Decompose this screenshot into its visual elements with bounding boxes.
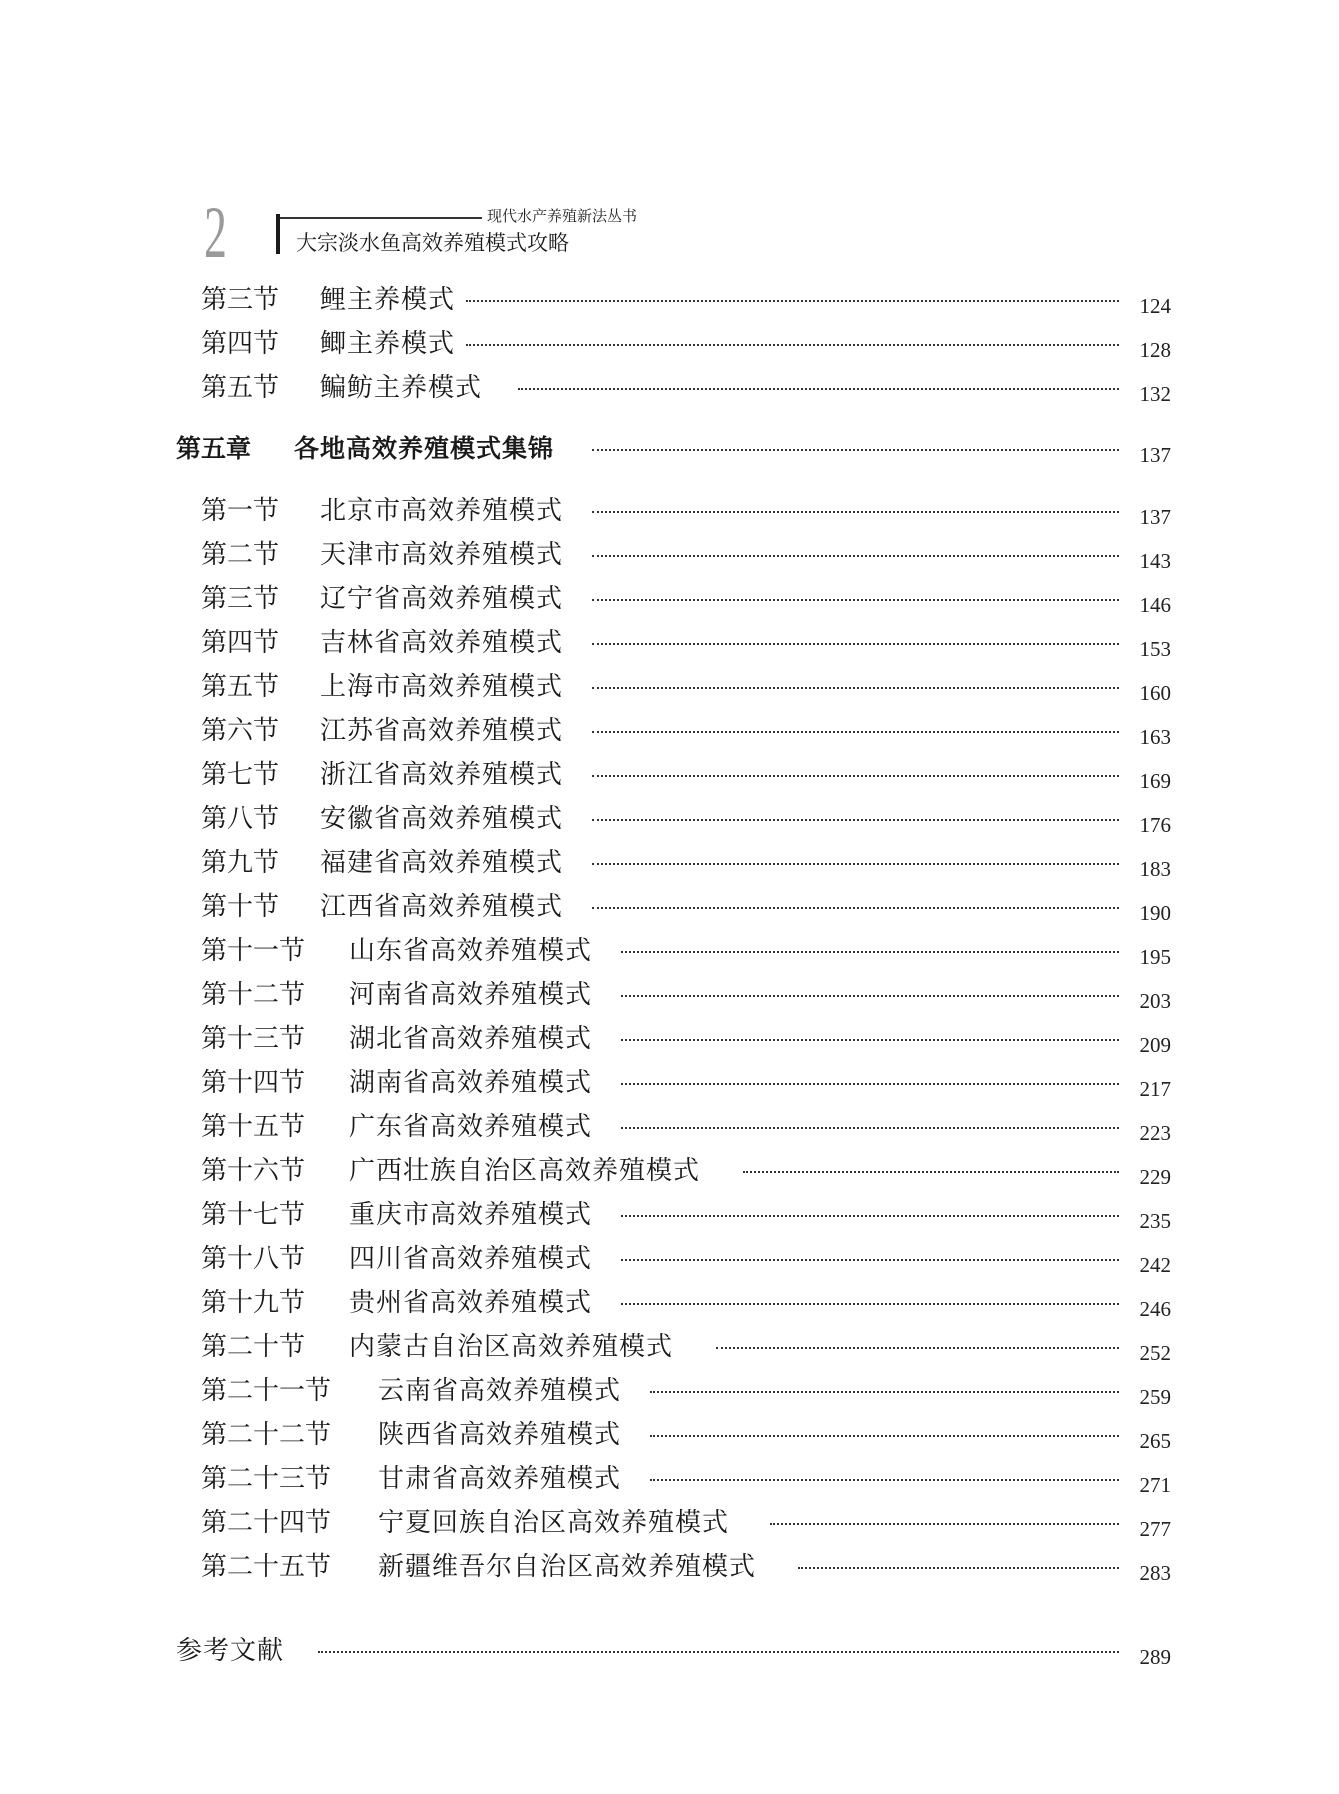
toc-leader — [318, 1651, 1119, 1653]
toc-leader — [518, 388, 1119, 390]
toc-entry-page: 124 — [1139, 294, 1171, 318]
toc-entry[interactable] — [0, 581, 1339, 617]
toc-entry-page: 137 — [1139, 505, 1171, 529]
toc-entry-title: 宁夏回族自治区高效养殖模式 — [378, 1508, 730, 1538]
toc-entry[interactable] — [0, 1505, 1339, 1541]
toc-entry-page: 246 — [1139, 1297, 1171, 1321]
toc-entry-title: 新疆维吾尔自治区高效养殖模式 — [378, 1552, 757, 1582]
toc-entry-page: 160 — [1139, 681, 1171, 705]
toc-entry-number: 第七节 — [201, 760, 280, 790]
toc-entry-number: 第十节 — [201, 892, 280, 922]
toc-entry[interactable] — [0, 326, 1339, 362]
toc-entry-title: 浙江省高效养殖模式 — [320, 760, 564, 790]
toc-entry-number: 第十八节 — [201, 1244, 306, 1274]
toc-entry-title: 北京市高效养殖模式 — [320, 496, 564, 526]
toc-leader — [621, 1303, 1119, 1305]
toc-entry-title: 重庆市高效养殖模式 — [349, 1200, 593, 1230]
toc-entry[interactable] — [0, 933, 1339, 969]
toc-entry[interactable] — [0, 1241, 1339, 1277]
toc-entry-number: 第十九节 — [201, 1288, 306, 1318]
toc-entry[interactable] — [0, 625, 1339, 661]
toc-leader — [621, 1083, 1119, 1085]
toc-entry[interactable] — [0, 1109, 1339, 1145]
toc-entry-page: 229 — [1139, 1165, 1171, 1189]
toc-entry[interactable] — [0, 1329, 1339, 1365]
toc-entry-number: 第二十三节 — [201, 1464, 332, 1494]
toc-entry-page: 209 — [1139, 1033, 1171, 1057]
toc-entry-number: 第二节 — [201, 540, 280, 570]
toc-leader — [798, 1567, 1119, 1569]
page-number: 2 — [204, 192, 227, 274]
book-title: 大宗淡水鱼高效养殖模式攻略 — [296, 231, 569, 255]
toc-entry[interactable] — [0, 1197, 1339, 1233]
toc-leader — [621, 1215, 1119, 1217]
toc-entry[interactable] — [0, 1373, 1339, 1409]
toc-chapter[interactable] — [0, 431, 1339, 467]
toc-entry-title: 贵州省高效养殖模式 — [349, 1288, 593, 1318]
toc-leader — [621, 1127, 1119, 1129]
toc-entry-page: 176 — [1139, 813, 1171, 837]
toc-entry-title: 天津市高效养殖模式 — [320, 540, 564, 570]
toc-entry-page: 271 — [1139, 1473, 1171, 1497]
toc-leader — [466, 300, 1119, 302]
toc-leader — [592, 687, 1119, 689]
toc-entry-page: 277 — [1139, 1517, 1171, 1541]
toc-entry-title: 鳊鲂主养模式 — [320, 373, 483, 403]
toc-entry-number: 第十六节 — [201, 1156, 306, 1186]
toc-entry-number: 第十二节 — [201, 980, 306, 1010]
toc-entry[interactable] — [0, 1153, 1339, 1189]
toc-leader — [621, 1259, 1119, 1261]
toc-leader — [650, 1435, 1119, 1437]
toc-leader — [592, 819, 1119, 821]
toc-entry-number: 第四节 — [201, 329, 280, 359]
toc-entry-number: 第二十五节 — [201, 1552, 332, 1582]
toc-entry-page: 203 — [1139, 989, 1171, 1013]
toc-entry-title: 云南省高效养殖模式 — [378, 1376, 622, 1406]
toc-leader — [592, 775, 1119, 777]
toc-leader — [621, 951, 1119, 953]
toc-leader — [592, 863, 1119, 865]
toc-entry-number: 第八节 — [201, 804, 280, 834]
toc-leader — [770, 1523, 1119, 1525]
toc-entry-page: 235 — [1139, 1209, 1171, 1233]
toc-entry-title: 福建省高效养殖模式 — [320, 848, 564, 878]
toc-leader — [592, 907, 1119, 909]
toc-entry-page: 283 — [1139, 1561, 1171, 1585]
toc-entry-page: 223 — [1139, 1121, 1171, 1145]
toc-entry[interactable] — [0, 1417, 1339, 1453]
toc-leader — [592, 731, 1119, 733]
toc-entry[interactable] — [0, 889, 1339, 925]
toc-entry-number: 第十一节 — [201, 936, 306, 966]
toc-entry-title: 内蒙古自治区高效养殖模式 — [349, 1332, 674, 1362]
toc-entry[interactable] — [0, 669, 1339, 705]
toc-entry[interactable] — [0, 977, 1339, 1013]
toc-entry-page: 190 — [1139, 901, 1171, 925]
header-rule — [280, 217, 482, 219]
toc-entry-page: 183 — [1139, 857, 1171, 881]
toc-entry-title: 江苏省高效养殖模式 — [320, 716, 564, 746]
toc-entry-title: 广东省高效养殖模式 — [349, 1112, 593, 1142]
toc-leader — [592, 449, 1119, 451]
toc-entry-title: 鲫主养模式 — [320, 329, 456, 359]
toc-entry-page: 259 — [1139, 1385, 1171, 1409]
series-title: 现代水产养殖新法丛书 — [487, 207, 638, 225]
toc-leader — [621, 1039, 1119, 1041]
toc-entry-number: 第二十节 — [201, 1332, 306, 1362]
toc-entry-number: 第二十一节 — [201, 1376, 332, 1406]
toc-entry-title: 湖南省高效养殖模式 — [349, 1068, 593, 1098]
toc-leader — [743, 1171, 1119, 1173]
toc-entry[interactable] — [0, 1065, 1339, 1101]
toc-entry-title: 湖北省高效养殖模式 — [349, 1024, 593, 1054]
toc-entry-number: 第三节 — [201, 584, 280, 614]
toc-entry-number: 第一节 — [201, 496, 280, 526]
toc-entry-title: 鲤主养模式 — [320, 285, 456, 315]
toc-entry-number: 第五节 — [201, 672, 280, 702]
toc-references-title: 参考文献 — [176, 1636, 285, 1666]
toc-entry-page: 146 — [1139, 593, 1171, 617]
toc-entry-number: 第五节 — [201, 373, 280, 403]
toc-chapter-page: 137 — [1139, 443, 1171, 467]
toc-entry-page: 252 — [1139, 1341, 1171, 1365]
toc-leader — [592, 599, 1119, 601]
toc-entry-number: 第十五节 — [201, 1112, 306, 1142]
toc-leader — [621, 995, 1119, 997]
toc-entry-page: 265 — [1139, 1429, 1171, 1453]
toc-entry[interactable] — [0, 1021, 1339, 1057]
toc-entry-title: 河南省高效养殖模式 — [349, 980, 593, 1010]
toc-entry-title: 广西壮族自治区高效养殖模式 — [349, 1156, 701, 1186]
toc-references-page: 289 — [1139, 1645, 1171, 1669]
toc-entry[interactable] — [0, 282, 1339, 318]
toc-entry[interactable] — [0, 845, 1339, 881]
toc-entry-number: 第二十二节 — [201, 1420, 332, 1450]
toc-entry-number: 第六节 — [201, 716, 280, 746]
toc-entry[interactable] — [0, 713, 1339, 749]
toc-leader — [592, 555, 1119, 557]
toc-references[interactable] — [0, 1633, 1339, 1669]
toc-leader — [592, 643, 1119, 645]
toc-entry-number: 第三节 — [201, 285, 280, 315]
toc-entry-number: 第十三节 — [201, 1024, 306, 1054]
toc-entry-page: 128 — [1139, 338, 1171, 362]
toc-entry-number: 第九节 — [201, 848, 280, 878]
toc-leader — [650, 1391, 1119, 1393]
toc-leader — [650, 1479, 1119, 1481]
toc-entry-page: 217 — [1139, 1077, 1171, 1101]
toc-entry-page: 242 — [1139, 1253, 1171, 1277]
toc-chapter-title: 各地高效养殖模式集锦 — [294, 434, 555, 463]
toc-entry-page: 143 — [1139, 549, 1171, 573]
header-bar — [276, 214, 280, 254]
toc-entry-page: 195 — [1139, 945, 1171, 969]
toc-entry-title: 四川省高效养殖模式 — [349, 1244, 593, 1274]
toc-entry[interactable] — [0, 537, 1339, 573]
toc-entry-number: 第十七节 — [201, 1200, 306, 1230]
toc-entry[interactable] — [0, 1285, 1339, 1321]
toc-entry-page: 132 — [1139, 382, 1171, 406]
toc-entry[interactable] — [0, 1461, 1339, 1497]
toc-entry-title: 陕西省高效养殖模式 — [378, 1420, 622, 1450]
toc-entry-title: 上海市高效养殖模式 — [320, 672, 564, 702]
toc-entry[interactable] — [0, 757, 1339, 793]
toc-leader — [592, 511, 1119, 513]
toc-entry-number: 第四节 — [201, 628, 280, 658]
toc-entry[interactable] — [0, 1549, 1339, 1585]
toc-leader — [716, 1347, 1119, 1349]
toc-entry-page: 169 — [1139, 769, 1171, 793]
toc-entry-title: 安徽省高效养殖模式 — [320, 804, 564, 834]
toc-entry-title: 辽宁省高效养殖模式 — [320, 584, 564, 614]
toc-entry-page: 153 — [1139, 637, 1171, 661]
toc-entry-title: 吉林省高效养殖模式 — [320, 628, 564, 658]
toc-entry[interactable] — [0, 370, 1339, 406]
toc-entry-title: 山东省高效养殖模式 — [349, 936, 593, 966]
toc-entry-title: 江西省高效养殖模式 — [320, 892, 564, 922]
toc-entry[interactable] — [0, 493, 1339, 529]
toc-chapter-number: 第五章 — [176, 434, 252, 463]
toc-entry[interactable] — [0, 801, 1339, 837]
toc-entry-number: 第二十四节 — [201, 1508, 332, 1538]
toc-entry-number: 第十四节 — [201, 1068, 306, 1098]
toc-leader — [466, 344, 1119, 346]
toc-entry-page: 163 — [1139, 725, 1171, 749]
toc-entry-title: 甘肃省高效养殖模式 — [378, 1464, 622, 1494]
